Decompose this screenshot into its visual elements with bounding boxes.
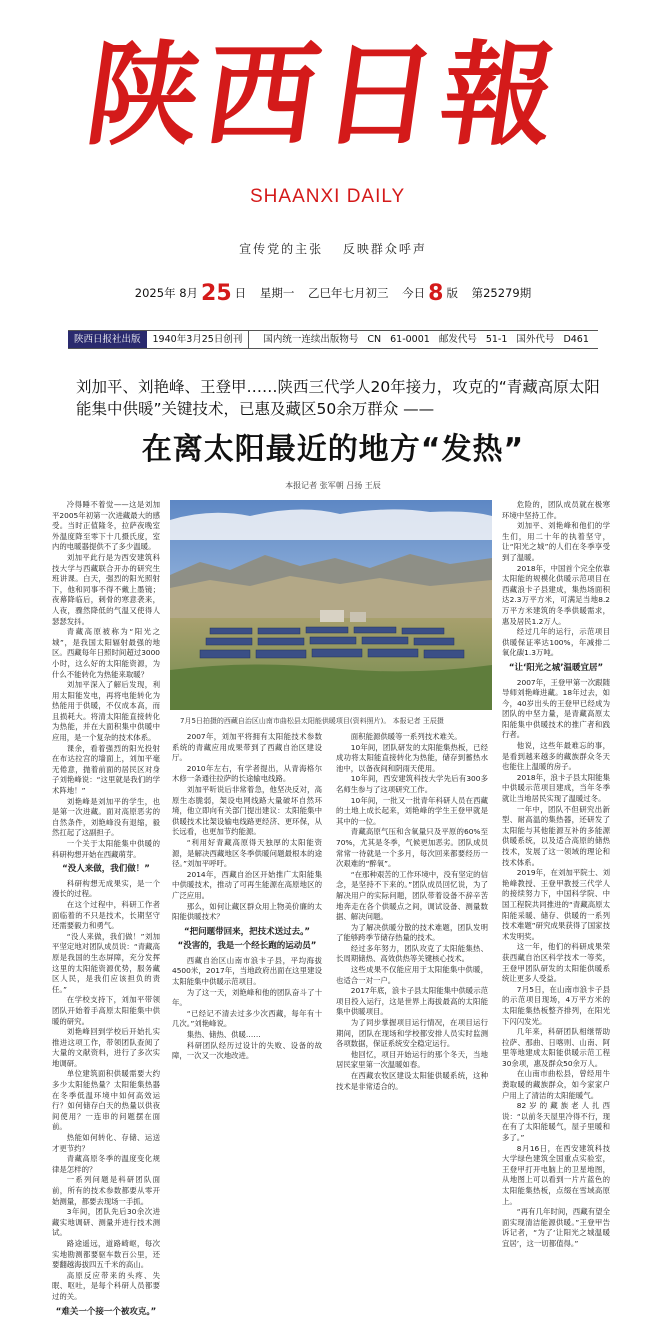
article-column-3 [336,732,488,1091]
paragraph: 经过几年的运行，示范项目供暖保证率达100%，年减排二氧化碳1.3万吨。 [502,627,610,658]
publication-codes: 国内统一连续出版物号 CN 61-0001 邮发代号 51-1 国外代号 D461 [263,334,589,345]
paragraph: 2018年，浪卡子县太阳能集中供暖示范项目建成，当年冬季就让当地居民实现了温暖过冬。 [502,772,610,804]
paragraph: 2007年，刘加平将拥有太阳能技术参数系统的青藏应用成果带到了西藏自治区建设厅。 [172,732,322,763]
paragraph: 7月5日，在山南市浪卡子县的示范项目现场，4万平方米的太阳能集热板整齐排列，在阳光下闪闪发光。 [502,984,610,1026]
paragraph: 集热、储热、供暖…… [186,1030,261,1040]
publisher: 陕西日报社出版 [68,331,147,348]
paragraph: 2010年左右，有学者提出，从青海格尔木修一条通往拉萨的长途输电线路。 [172,763,322,784]
paragraph: 在西藏农牧区建设太阳能供暖系统，这种技术是非常适合的。 [336,1071,488,1091]
paragraph: 刘艳峰是刘加平的学生，也是第一次进藏。面对高原恶劣的自然条件，刘艳峰没有退缩，毅然扛起了这副担子。 [52,796,160,838]
paragraph: 在山南市曲松县，曾经用牛粪取暖的藏族群众，如今家家户户用上了清洁的太阳能暖气。 [502,1069,610,1100]
article-column-4 [502,500,610,1248]
paragraph: 刘加平深入了解后发现，利用太阳能发电，再将电能转化为热能用于供暖，不仅成本高，而且损耗大。将清太阳能直接转化为热能，并在大面积集中供暖中应用，是一个复杂的技术体系。 [52,680,160,743]
paragraph: 这一年，他们的科研成果荣获西藏自治区科学技术一等奖，王登甲团队研发的太阳能供暖系统让更多人受益。 [502,942,610,984]
paragraph: “利用好青藏高原得天独厚的太阳能资源，是解决西藏地区冬季供暖问题最根本的途径。”刘加平呼吁。 [172,837,322,869]
issue-number: 第25279期 [471,286,532,300]
paragraph: 10年间，团队研发的太阳能集热板，已经成功将太阳能直接转化为热能，储存到蓄热水池中，以备夜间和阴雨天使用。 [336,742,488,773]
article-column-1 [52,500,160,1317]
paragraph: 青藏高原气压和含氧量只及平原的60%至70%，尤其是冬季，气候更加恶劣。团队成员常常一待就是一个多月，每次回来都要经历一次艰难的“醉氧”。 [336,827,488,869]
paragraph: 一年中，团队不但研究出新型、耐高温的集热器，还研发了太阳能与其他能源互补的多能源供暖系统，以及适合高原的储热技术，发展了这一领域的理论和技术体系。 [502,804,610,867]
paragraph: 82岁的藏族老人扎西说：“以前冬天屋里冷得不行，现在有了太阳能暖气，屋子里暖和多了。” [502,1101,610,1143]
article-kicker: 刘加平、刘艳峰、王登甲……陕西三代学人20年接力，攻克的“青藏高原太阳能集中供暖”关键技术，已惠及藏区50余万群众 —— [76,378,600,418]
paragraph: 单位建筑面积供暖需要大约多少太阳能热量？太阳能集热器在冬季低温环境中如何高效运行？如何储存白天的热量以供夜间使用？一连串的问题摆在面前。 [52,1069,160,1132]
paragraph: 刘加平听说后非常着急，他坚决反对，高原生态脆弱，架设电网线路大量破坏自然环境，他立即向有关部门提出建议：太阳能集中供暖技术比架设输电线路更经济、更环保，从长远看，也更加节约能源。 [172,784,322,837]
article-byline: 本报记者 张军朝 吕扬 王辰 [285,481,381,490]
paragraph: 面积能源供暖等一系列技术难关。 [350,732,462,741]
paragraph: 西藏自治区山南市浪卡子县，平均海拔4500米，2017年，当地政府出面在这里建设太阳能集中供暖示范项目。 [172,955,322,987]
paragraph: 2019年，在刘加平院士、刘艳峰教授、王登甲教授三代学人的接续努力下，中国科学院、中国工程院共同推进的“青藏高原太阳能采暖、储存、供暖的一系列技术难题”研究成果获得了国家技术发明奖。 [502,868,610,941]
paragraph: 8月16日，在西安建筑科技大学绿色建筑全国重点实验室，王登甲打开电脑上的卫星地图，从地图上可以看到一片片蓝色的太阳能集热板，点缀在雪域高原上。 [502,1143,610,1206]
paragraph: 刘加平、刘艳峰和他们的学生们，用二十年的执着坚守，让“阳光之城”的人们在冬季享受到了温暖。 [502,521,610,562]
month: 8 [179,286,187,300]
paragraph: 2014年，西藏自治区开始推广太阳能集中供暖技术，推动了可再生能源在高原地区的广泛应用。 [172,869,322,900]
pages-suffix: 版 [446,286,458,300]
solar-field-photo [170,500,492,710]
paragraph: 科研构想无成果实，是一个漫长的过程。 [52,878,160,899]
newspaper-logo: 陕西日報 [78,30,570,161]
paragraph: 经过多年努力，团队攻克了太阳能集热、长周期储热、高效供热等关键核心技术。 [336,943,488,964]
paragraph: 危险的，团队成员就在极寒环境中坚持工作。 [502,500,610,520]
paragraph: 那么，如何让藏区群众用上物美价廉的太阳能供暖技术？ [172,901,322,922]
page-count: 8 [428,281,444,306]
paragraph: 2018年，中国首个完全依靠太阳能的规模化供暖示范项目在西藏浪卡子县建成，集热场面积达2.3万平方米，可满足当地8.2万平方米建筑的冬季供暖需求，惠及居民1.2万人。 [502,563,610,626]
paragraph: “让‘阳光之城’温暖宜居” [508,662,604,673]
paragraph: 为了这一天，刘艳峰和他的团队奋斗了十年。 [172,987,322,1008]
paragraph: “在那种艰苦的工作环境中，没有坚定的信念，是坚持不下来的。”团队成员回忆说，为了解决用户的实际问题，团队带着设备不辞辛苦地奔走在各个供暖点之间，调试设备、测量数据、解决问题。 [336,869,488,922]
paragraph: 2007年，王登甲第一次跟随导师刘艳峰进藏。18年过去，如今，40岁出头的王登甲已经成为团队的中坚力量，是青藏高原太阳能集中供暖技术的推广者和践行者。 [502,677,610,740]
paragraph: 刘加平此行是为西安建筑科技大学与西藏联合开办的研究生班讲课。白天，强烈的阳光照射下，他和同事不得不戴上墨镜；夜幕降临后，刺骨的寒意袭来，人夜，骤然降低的气温又使得人瑟瑟发抖。 [52,552,160,626]
masthead [0,0,666,240]
slogan: 宣传党的主张 反映群众呼声 [239,242,427,256]
paragraph: 在学校支持下，刘加平带领团队开始着手高原太阳能集中供暖的研究。 [52,995,160,1026]
paragraph: 在这个过程中，科研工作者面临着的不只是技术，长期坚守还需要毅力和勇气。 [52,899,160,931]
month-suffix: 月 [186,286,199,300]
paragraph: 路途遥远，道路崎岖，每次实地勘测都要驱车数百公里，还要翻越海拔四五千米的高山。 [52,1238,160,1270]
paragraph: 10年间，西安建筑科技大学先后有300多名师生参与了这项研究工作。 [336,774,488,794]
paragraph: “把问题带回来，把技术送过去。” [184,926,310,937]
paragraph: 他说，这些年最难忘的事，是看到越来越多的藏族群众冬天也能住上温暖的房子。 [502,741,610,772]
paragraph: 课余，看着强烈的阳光投射在布达拉宫的墙面上，刘加平毫无倦意，抛着前面的居民区对身子刘艳峰说：“这里就是我们的学术阵地！” [52,743,160,796]
paragraph: “没害的，我是一个经长跑的运动员” [177,941,317,952]
article-column-2 [172,732,322,1068]
paragraph: 高原反应带来的头疼、失眠、呕吐，是每个科研人员都要过的关。 [52,1270,160,1301]
article-photo [170,500,492,710]
paragraph: 刘艳峰回到学校后开始扎实推进这项工作，带领团队查阅了大量的文献资料，进行了多次实地调研。 [52,1027,160,1068]
paragraph: 2017年底，浪卡子县太阳能集中供暖示范项目投入运行，这是世界上海拔最高的太阳能集中供暖项目。 [336,986,488,1017]
paragraph: 为了解决供暖分散的技术难题，团队发明了能够跨季节储存热量的技术。 [336,922,488,943]
paragraph: 一个关于太阳能集中供暖的科研构想开始在西藏萌芽。 [52,839,160,859]
paragraph: 10年间，一批又一批青年科研人员在西藏的土地上成长起来，刘艳峰的学生王登甲就是其中的一位。 [336,795,488,826]
paragraph: “难关一个接一个被攻克。” [55,1306,157,1317]
paragraph: 为了同步掌握项目运行情况，在项目运行期间，团队在现场和学校都安排人员实时监测各项数据，保证系统安全稳定运行。 [336,1018,488,1049]
paragraph: 冷得睡不着觉——这是刘加平2005年初第一次进藏最大的感受。当时正值隆冬，拉萨夜晚室外温度降至零下十几摄氏度，室内的电暖器提供不了多少温暖。 [52,500,160,552]
paragraph: “没人来做，我们做！” [62,864,150,875]
paragraph: “再有几年时间，西藏有望全面实现清洁能源供暖。”王登甲告诉记者，“为了‘让阳光之城温暖宜居’，这一切都值得。” [502,1207,610,1248]
paragraph: 一系列问题是科研团队面前，所有的技术参数都要从零开始测量，都要去现场一手抓。 [52,1175,160,1206]
paragraph: “没人来做，我们做！”刘加平坚定地对团队成员说：“青藏高原是我国的生态屏障，充分发挥这里的太阳能资源优势，服务藏区人民，是我们应该担负的责任。” [52,931,160,994]
photo-caption: 7月5日拍摄的西藏自治区山南市曲松县太阳能供暖项目(资料照片)。 本报记者 王辰摄 [180,717,444,725]
paragraph: 几年来，科研团队相继帮助拉萨、那曲、日喀则、山南、阿里等地建成太阳能供暖示范工程30余项，惠及群众50余万人。 [502,1027,610,1068]
day: 25 [201,281,232,306]
paragraph: 青藏高原冬季的温度变化规律是怎样的？ [52,1154,160,1174]
paragraph: 3年间，团队先后30余次进藏实地调研、测量并进行技术测试。 [52,1207,160,1238]
paragraph: “已经记不清去过多少次西藏，每年有十几次。”刘艳峰说。 [172,1008,322,1029]
paragraph: 青藏高原被称为“阳光之城”，是我国太阳辐射最强的地区。西藏每年日照时间超过3000小时，这么好的太阳能资源，为什么不能转化为热能来取暖？ [52,627,160,679]
pages-prefix: 今日 [402,286,426,300]
article-headline: 在离太阳最近的地方“发热” [141,432,525,467]
year: 2025 [134,286,165,300]
paragraph: 这些成果不仅能应用于太阳能集中供暖，也适合一对一户。 [336,965,488,985]
paragraph: 科研团队经历过设计的失败、设备的故障，一次又一次地改进。 [172,1040,322,1061]
year-suffix: 年 [164,286,176,300]
weekday: 星期一 [259,286,295,300]
info-bar [68,330,598,349]
founded-date: 1940年3月25日创刊 [147,331,250,348]
day-suffix: 日 [234,286,247,300]
lunar-date: 乙巳年七月初三 [307,286,389,300]
english-name: SHAANXI DAILY [250,186,406,207]
paragraph: 他回忆，项目开始运行的那个冬天，当地居民家里第一次温暖如春。 [336,1049,488,1070]
dateline [0,281,666,306]
paragraph: 热能如何转化、存储、运送才更节约？ [52,1133,160,1153]
